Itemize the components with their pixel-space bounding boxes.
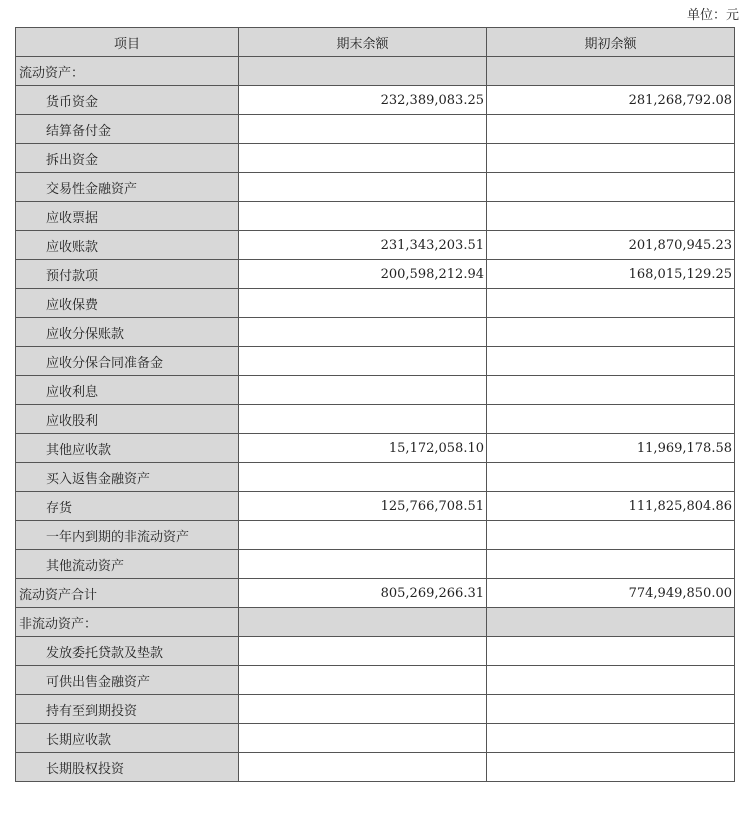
row-label: 货币资金 bbox=[16, 86, 239, 115]
beginning-balance-cell: 11,969,178.58 bbox=[487, 434, 735, 463]
header-ending-balance: 期末余额 bbox=[239, 28, 487, 57]
row-label: 应收账款 bbox=[16, 231, 239, 260]
beginning-balance-cell: 201,870,945.23 bbox=[487, 231, 735, 260]
table-row bbox=[16, 231, 735, 260]
row-label: 应收股利 bbox=[16, 405, 239, 434]
beginning-balance-cell bbox=[487, 550, 735, 579]
table-row bbox=[16, 434, 735, 463]
ending-balance-cell bbox=[239, 144, 487, 173]
row-label: 一年内到期的非流动资产 bbox=[16, 521, 239, 550]
ending-balance-cell bbox=[239, 318, 487, 347]
beginning-balance-cell bbox=[487, 405, 735, 434]
row-label: 应收分保合同准备金 bbox=[16, 347, 239, 376]
row-label: 流动资产： bbox=[16, 57, 239, 86]
row-label: 其他流动资产 bbox=[16, 550, 239, 579]
ending-balance-cell bbox=[239, 173, 487, 202]
beginning-balance-cell: 774,949,850.00 bbox=[487, 579, 735, 608]
ending-balance-cell: 232,389,083.25 bbox=[239, 86, 487, 115]
table-row bbox=[16, 521, 735, 550]
table-row bbox=[16, 376, 735, 405]
ending-balance-cell bbox=[239, 637, 487, 666]
ending-balance-cell: 200,598,212.94 bbox=[239, 260, 487, 289]
table-row bbox=[16, 492, 735, 521]
ending-balance-cell bbox=[239, 724, 487, 753]
ending-balance-cell bbox=[239, 753, 487, 782]
balance-sheet-table bbox=[15, 27, 735, 782]
beginning-balance-cell bbox=[487, 173, 735, 202]
ending-balance-cell bbox=[239, 463, 487, 492]
table-row bbox=[16, 260, 735, 289]
table-row bbox=[16, 608, 735, 637]
unit-label: 单位：元 bbox=[686, 8, 739, 23]
beginning-balance-cell bbox=[487, 318, 735, 347]
table-row bbox=[16, 115, 735, 144]
beginning-balance-cell bbox=[487, 347, 735, 376]
row-label: 可供出售金融资产 bbox=[16, 666, 239, 695]
row-label: 应收分保账款 bbox=[16, 318, 239, 347]
table-row bbox=[16, 173, 735, 202]
ending-balance-cell bbox=[239, 666, 487, 695]
row-label: 应收利息 bbox=[16, 376, 239, 405]
ending-balance-cell: 231,343,203.51 bbox=[239, 231, 487, 260]
table-row bbox=[16, 724, 735, 753]
table-row bbox=[16, 318, 735, 347]
row-label: 存货 bbox=[16, 492, 239, 521]
table-row bbox=[16, 57, 735, 86]
table-row bbox=[16, 579, 735, 608]
table-row bbox=[16, 637, 735, 666]
ending-balance-cell bbox=[239, 550, 487, 579]
table-row bbox=[16, 202, 735, 231]
table-row bbox=[16, 753, 735, 782]
table-row bbox=[16, 347, 735, 376]
ending-balance-cell bbox=[239, 608, 487, 637]
beginning-balance-cell bbox=[487, 608, 735, 637]
table-row bbox=[16, 289, 735, 318]
row-label: 持有至到期投资 bbox=[16, 695, 239, 724]
row-label: 长期股权投资 bbox=[16, 753, 239, 782]
row-label: 发放委托贷款及垫款 bbox=[16, 637, 239, 666]
beginning-balance-cell bbox=[487, 521, 735, 550]
row-label: 拆出资金 bbox=[16, 144, 239, 173]
row-label: 其他应收款 bbox=[16, 434, 239, 463]
beginning-balance-cell: 281,268,792.08 bbox=[487, 86, 735, 115]
beginning-balance-cell bbox=[487, 202, 735, 231]
table-row bbox=[16, 695, 735, 724]
header-beginning-balance: 期初余额 bbox=[487, 28, 735, 57]
beginning-balance-cell bbox=[487, 724, 735, 753]
table-row bbox=[16, 144, 735, 173]
ending-balance-cell bbox=[239, 376, 487, 405]
table-row bbox=[16, 405, 735, 434]
ending-balance-cell: 805,269,266.31 bbox=[239, 579, 487, 608]
ending-balance-cell bbox=[239, 57, 487, 86]
beginning-balance-cell bbox=[487, 637, 735, 666]
beginning-balance-cell bbox=[487, 57, 735, 86]
ending-balance-cell bbox=[239, 695, 487, 724]
ending-balance-cell bbox=[239, 289, 487, 318]
row-label: 交易性金融资产 bbox=[16, 173, 239, 202]
table-row bbox=[16, 86, 735, 115]
ending-balance-cell bbox=[239, 115, 487, 144]
ending-balance-cell: 15,172,058.10 bbox=[239, 434, 487, 463]
ending-balance-cell bbox=[239, 347, 487, 376]
table-row bbox=[16, 463, 735, 492]
beginning-balance-cell: 111,825,804.86 bbox=[487, 492, 735, 521]
beginning-balance-cell bbox=[487, 115, 735, 144]
table-header-row bbox=[16, 28, 735, 57]
beginning-balance-cell bbox=[487, 376, 735, 405]
row-label: 应收票据 bbox=[16, 202, 239, 231]
beginning-balance-cell bbox=[487, 695, 735, 724]
beginning-balance-cell bbox=[487, 463, 735, 492]
row-label: 流动资产合计 bbox=[16, 579, 239, 608]
header-item: 项目 bbox=[16, 28, 239, 57]
ending-balance-cell bbox=[239, 202, 487, 231]
row-label: 买入返售金融资产 bbox=[16, 463, 239, 492]
ending-balance-cell: 125,766,708.51 bbox=[239, 492, 487, 521]
table-row bbox=[16, 666, 735, 695]
row-label: 非流动资产： bbox=[16, 608, 239, 637]
beginning-balance-cell bbox=[487, 666, 735, 695]
ending-balance-cell bbox=[239, 405, 487, 434]
beginning-balance-cell: 168,015,129.25 bbox=[487, 260, 735, 289]
row-label: 预付款项 bbox=[16, 260, 239, 289]
beginning-balance-cell bbox=[487, 753, 735, 782]
beginning-balance-cell bbox=[487, 144, 735, 173]
row-label: 应收保费 bbox=[16, 289, 239, 318]
ending-balance-cell bbox=[239, 521, 487, 550]
row-label: 结算备付金 bbox=[16, 115, 239, 144]
row-label: 长期应收款 bbox=[16, 724, 239, 753]
beginning-balance-cell bbox=[487, 289, 735, 318]
table-row bbox=[16, 550, 735, 579]
